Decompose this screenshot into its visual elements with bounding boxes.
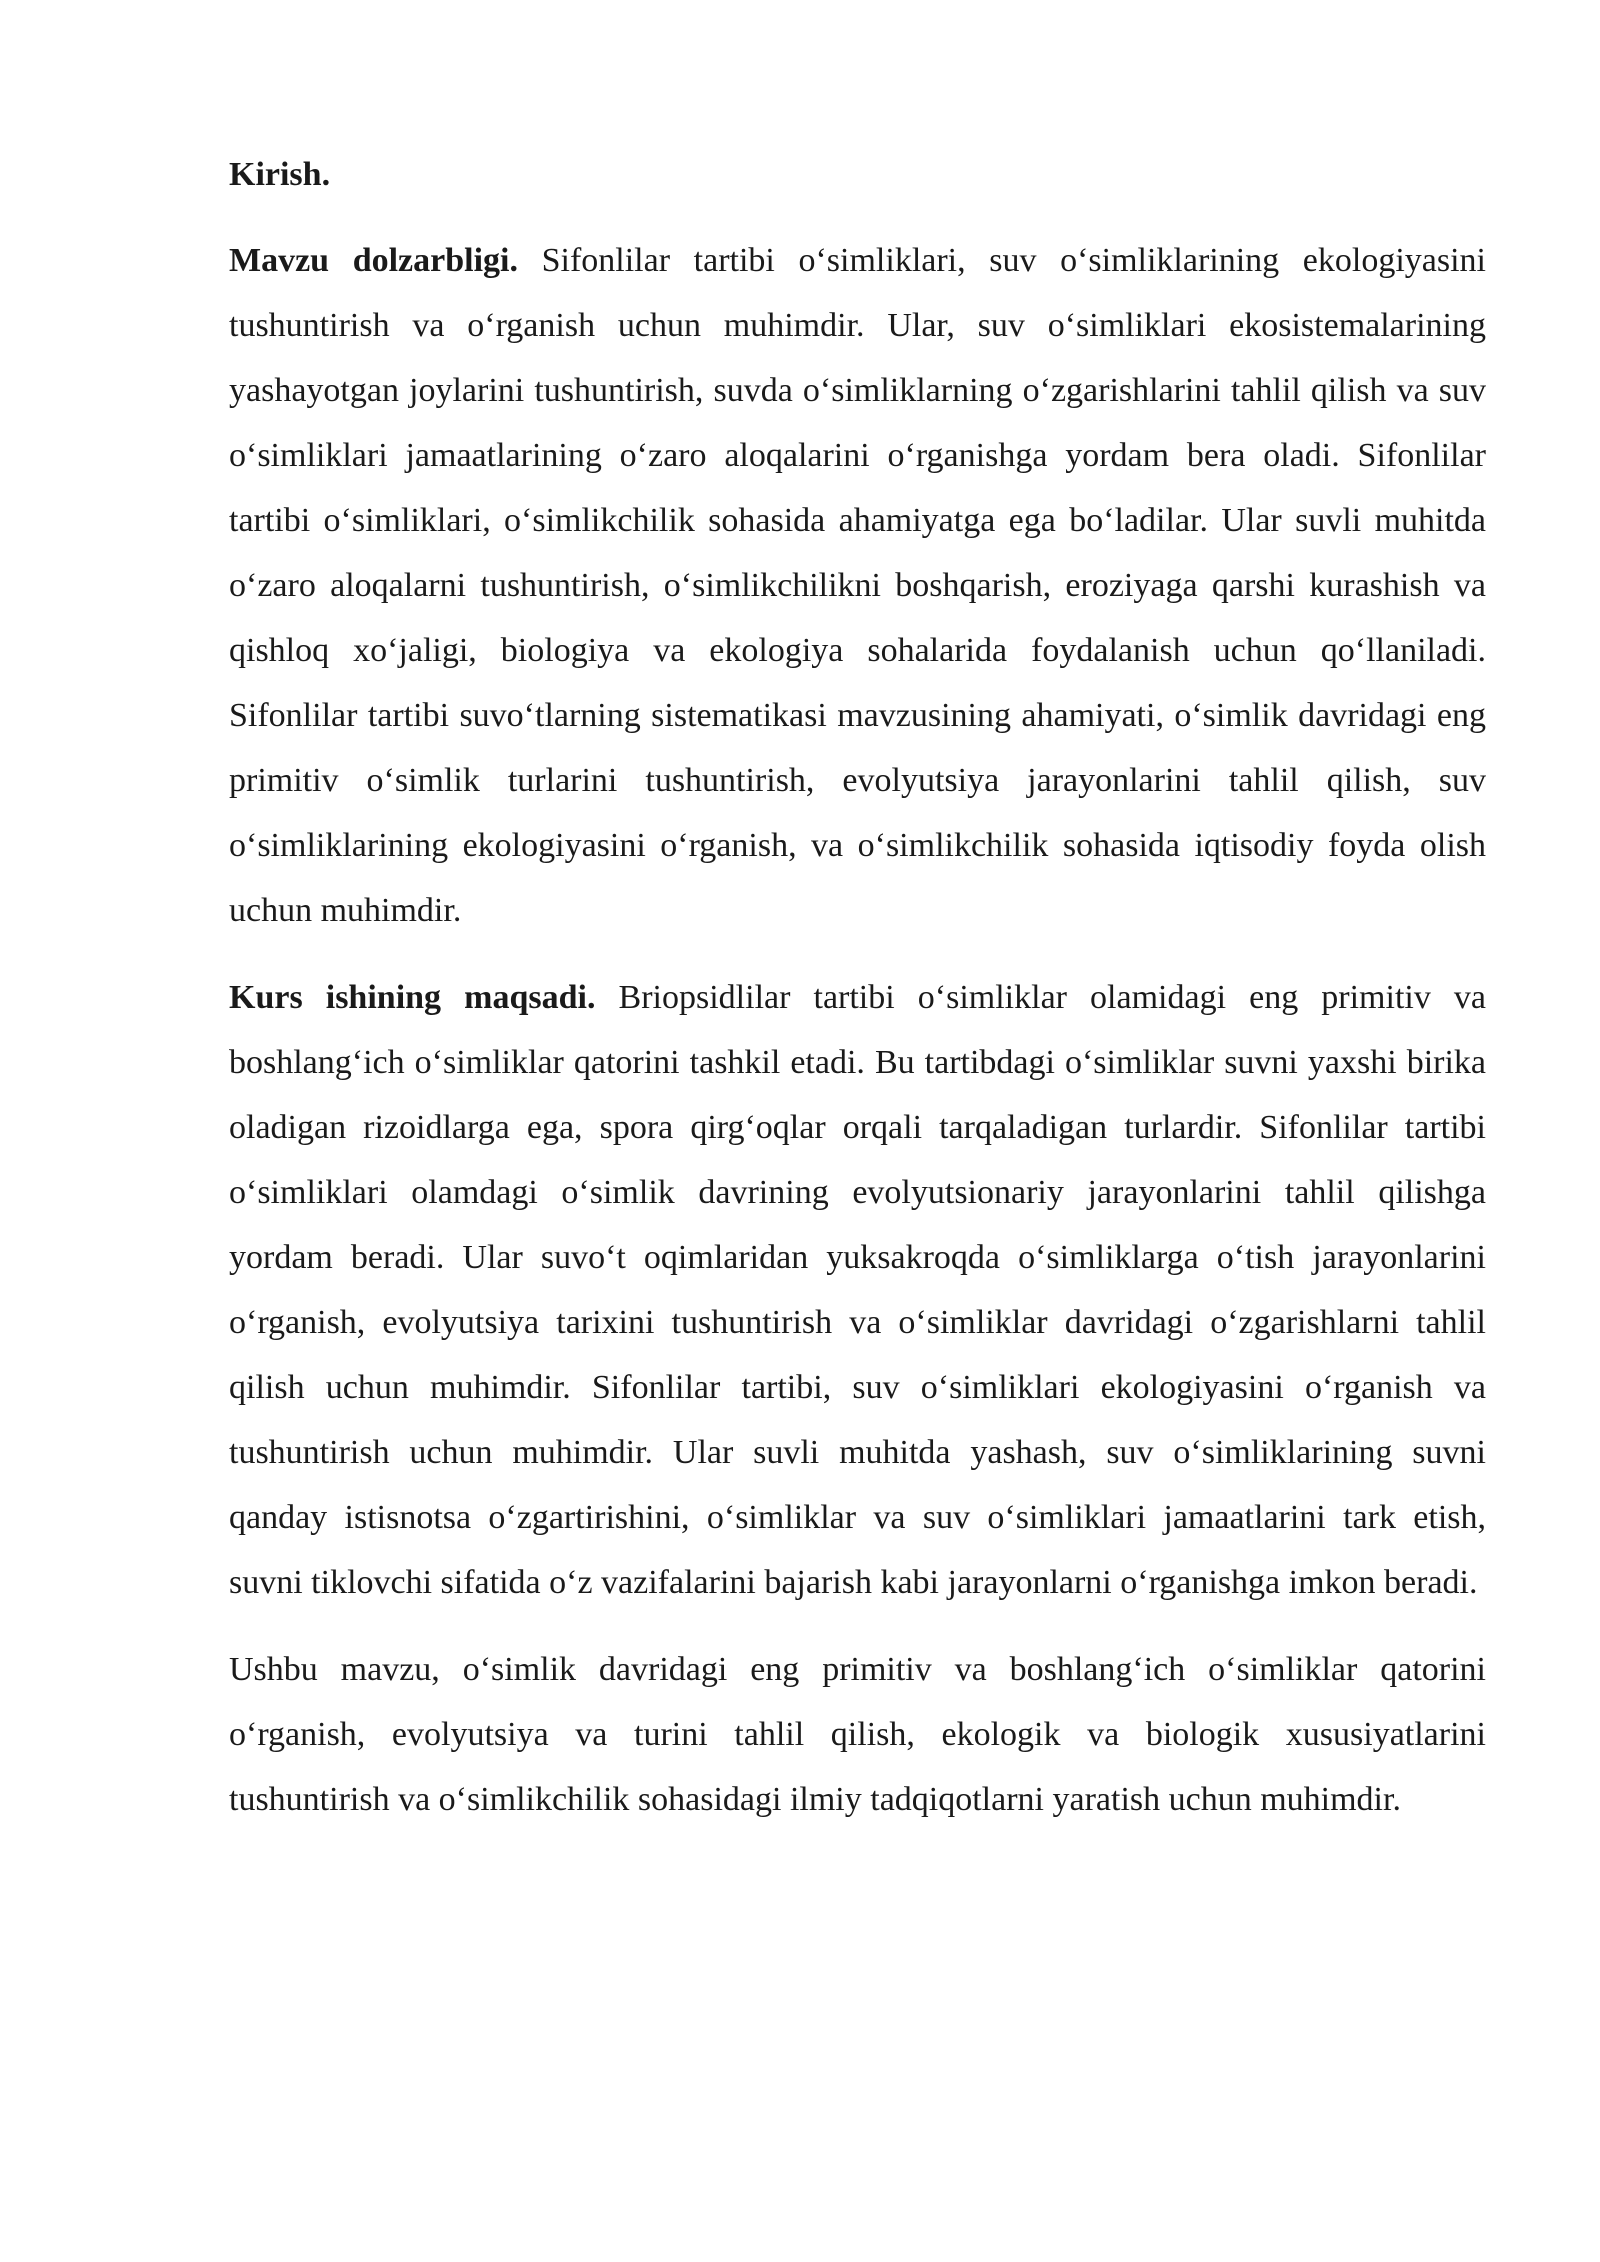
paragraph-text: Sifonlilar tartibi o‘simliklari, suv o‘simliklarining ekologiyasini tushuntirish va o‘rganish uchun muhimdir. Ular, suv o‘simliklari ekosistemalarining yashayotgan joylarini tushuntirish, suvda o‘simliklarning o‘zgarishlarini tahlil qilish va suv o‘simliklari jamaatlarining o‘zaro aloqalarini o‘rganishga yordam bera oladi. Sifonlilar tartibi o‘simliklari, o‘simlikchilik sohasida ahamiyatga ega bo‘ladilar. Ular suvli muhitda o‘zaro aloqalarni tushuntirish, o‘simlikchilikni boshqarish, eroziyaga qarshi kurashish va qishloq xo‘jaligi, biologiya va ekologiya sohalarida foydalanish uchun qo‘llaniladi. Sifonlilar tartibi suvo‘tlarning sistematikasi mavzusining ahamiyati, o‘simlik davridagi eng primitiv o‘simlik turlarini tushuntirish, evolyutsiya jarayonlarini tahlil qilish, suv o‘simliklarining ekologiyasini o‘rganish, va o‘simlikchilik sohasida iqtisodiy foyda olish uchun muhimdir.	[229, 242, 1486, 929]
paragraph-lead: Kurs ishining maqsadi.	[229, 979, 596, 1016]
paragraph-relevance	[229, 228, 1486, 943]
paragraph-lead: Mavzu dolzarbligi.	[229, 242, 518, 279]
paragraph-goal	[229, 965, 1486, 1615]
paragraph-text: Ushbu mavzu, o‘simlik davridagi eng primitiv va boshlang‘ich o‘simliklar qatorini o‘rganish, evolyutsiya va turini tahlil qilish, ekologik va biologik xususiyatlarini tushuntirish va o‘simlikchilik sohasidagi ilmiy tadqiqotlarni yaratish uchun muhimdir.	[229, 1651, 1486, 1818]
document-page	[229, 148, 1486, 1854]
paragraph-summary	[229, 1637, 1486, 1832]
paragraph-text: Briopsidlilar tartibi o‘simliklar olamidagi eng primitiv va boshlang‘ich o‘simliklar qatorini tashkil etadi. Bu tartibdagi o‘simliklar suvni yaxshi birika oladigan rizoidlarga ega, spora qirg‘oqlar orqali tarqaladigan turlardir. Sifonlilar tartibi o‘simliklari olamdagi o‘simlik davrining evolyutsionariy jarayonlarini tahlil qilishga yordam beradi. Ular suvo‘t oqimlaridan yuksakroqda o‘simliklarga o‘tish jarayonlarini o‘rganish, evolyutsiya tarixini tushuntirish va o‘simliklar davridagi o‘zgarishlarni tahlil qilish uchun muhimdir. Sifonlilar tartibi, suv o‘simliklari ekologiyasini o‘rganish va tushuntirish uchun muhimdir. Ular suvli muhitda yashash, suv o‘simliklarining suvni qanday istisnotsa o‘zgartirishini, o‘simliklar va suv o‘simliklari jamaatlarini tark etish, suvni tiklovchi sifatida o‘z vazifalarini bajarish kabi jarayonlarni o‘rganishga imkon beradi.	[229, 979, 1487, 1601]
section-heading: Kirish.	[229, 156, 331, 193]
